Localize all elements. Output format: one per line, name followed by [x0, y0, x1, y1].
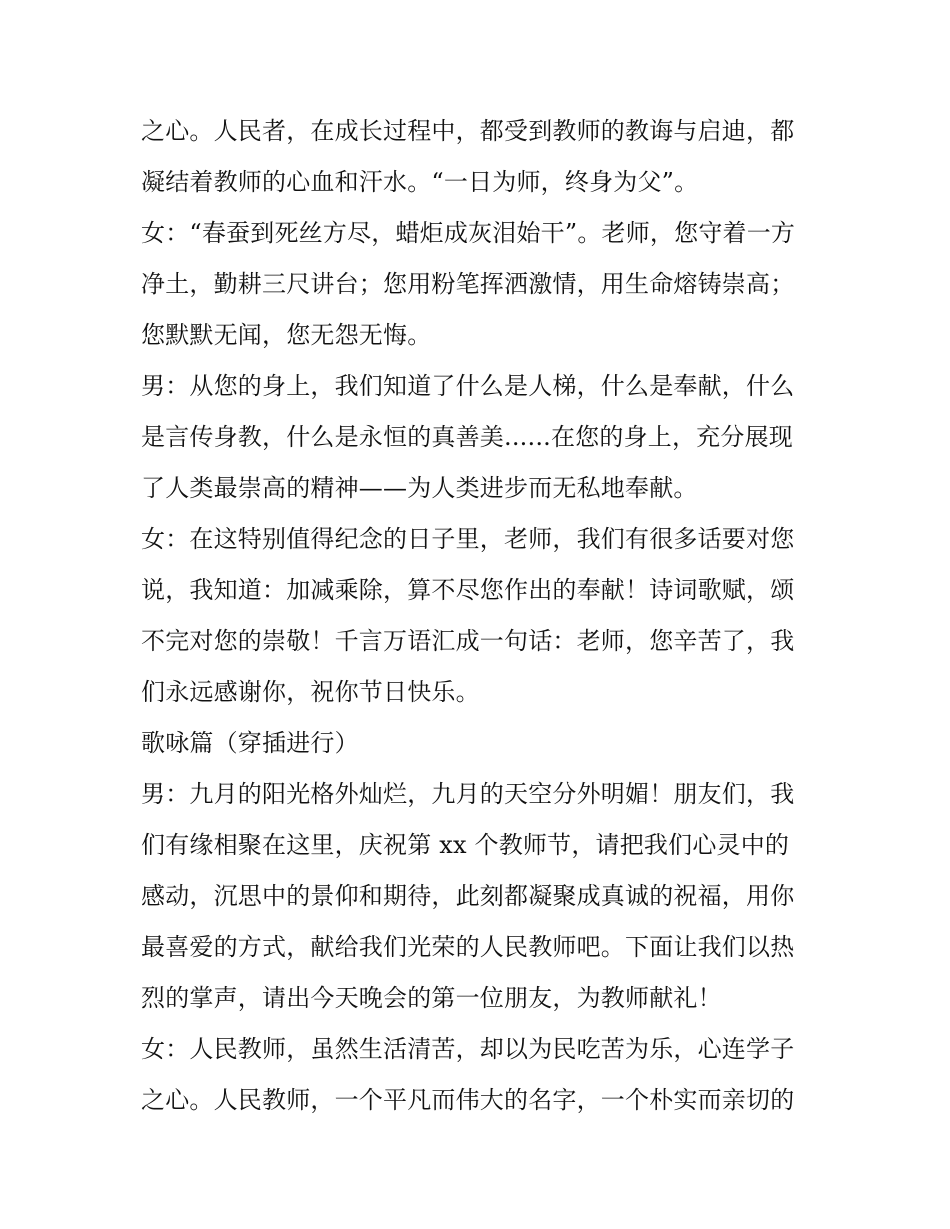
- text-line: 们永远感谢你，祝你节日快乐。: [141, 678, 480, 706]
- text-line: 凝结着教师的心血和汗水。“一日为师，终身为父”。: [141, 168, 699, 196]
- text-line: 男：九月的阳光格外灿烂，九月的天空分外明媚！朋友们，我: [141, 780, 795, 808]
- text-line: 您默默无闻，您无怨无悔。: [141, 321, 432, 349]
- text-line: 女：“春蚕到死丝方尽，蜡炬成灰泪始干”。老师，您守着一方: [141, 219, 796, 247]
- document-body: [141, 106, 813, 1126]
- text-line: 之心。人民者，在成长过程中，都受到教师的教诲与启迪，都: [141, 117, 795, 145]
- text-line: 女：在这特别值得纪念的日子里，老师，我们有很多话要对您: [141, 525, 795, 553]
- text-line: 是言传身教，什么是永恒的真善美......在您的身上，充分展现: [141, 423, 793, 451]
- text-line: 不完对您的崇敬！千言万语汇成一句话：老师，您辛苦了，我: [141, 627, 795, 655]
- text-line: 了人类最崇高的精神——为人类进步而无私地奉献。: [141, 474, 698, 502]
- section-heading: 歌咏篇（穿插进行）: [141, 729, 359, 757]
- text-line: 男：从您的身上，我们知道了什么是人梯，什么是奉献，什么: [141, 372, 795, 400]
- text-line: 最喜爱的方式，献给我们光荣的人民教师吧。下面让我们以热: [141, 933, 795, 961]
- text-line: 说，我知道：加减乘除，算不尽您作出的奉献！诗词歌赋，颂: [141, 576, 795, 604]
- text-line: 感动，沉思中的景仰和期待，此刻都凝聚成真诚的祝福，用你: [141, 882, 795, 910]
- text-line: 们有缘相聚在这里，庆祝第 xx 个教师节，请把我们心灵中的: [141, 831, 790, 859]
- text-line: 净土，勤耕三尺讲台；您用粉笔挥洒激情，用生命熔铸崇高；: [141, 270, 795, 298]
- text-line: 女：人民教师，虽然生活清苦，却以为民吃苦为乐，心连学子: [141, 1035, 795, 1063]
- text-line: 之心。人民教师，一个平凡而伟大的名字，一个朴实而亲切的: [141, 1086, 795, 1114]
- text-line: 烈的掌声，请出今天晚会的第一位朋友，为教师献礼！: [141, 984, 722, 1012]
